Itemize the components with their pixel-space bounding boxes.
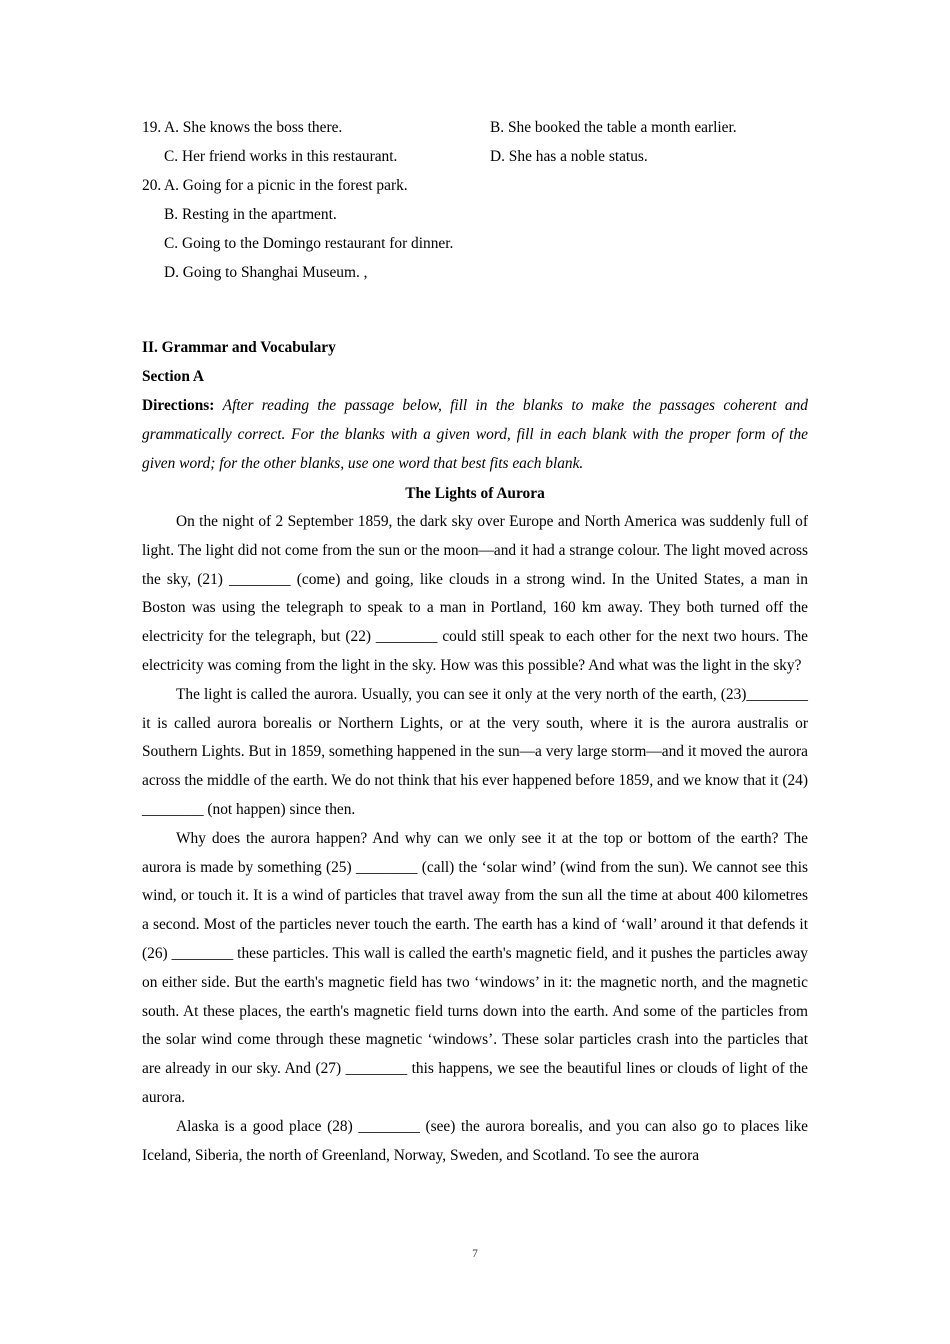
passage-paragraph-1: On the night of 2 September 1859, the dark sky over Europe and North America was suddenly full of light. The light did not come from the sun or the moon—and it had a strange colour. The light moved across the sky, (21) ________ (come) and going, like clouds in a strong wind. In the United States, a man in Boston was using the telegraph to speak to a man in Portland, 160 km away. They both turned off the electricity for the telegraph, but (22) ________ could still speak to each other for the next two hours. The electricity was coming from the light in the sky. How was this possible? And what was the light in the sky? (142, 513, 808, 674)
option-cell (142, 258, 490, 287)
option-19-b[interactable]: B. She booked the table a month earlier. (490, 119, 737, 136)
option-cell (490, 142, 808, 171)
question-number-20: 20. (142, 177, 162, 194)
listening-options-block (142, 113, 808, 287)
question-20-row-2 (142, 200, 808, 229)
option-cell (142, 142, 490, 171)
passage-paragraph-3: Why does the aurora happen? And why can we only see it at the top or bottom of the earth? The aurora is made by something (25) ________ (call) the ‘solar wind’ (wind from the sun). We cannot see this wind, or touch it. It is a wind of particles that travel away from the sun all the time at about 400 kilometres a second. Most of the particles never touch the earth. The earth has a kind of ‘wall’ around it that defends it (26) ________ these particles. This wall is called the earth's magnetic field, and it pushes the particles away on either side. But the earth's magnetic field has two ‘windows’ in it: the magnetic north, and the magnetic south. At these places, the earth's magnetic field turns down into the earth. And some of the particles from the solar wind come through these magnetic ‘windows’. These solar particles crash into the particles that are already in our sky. And (27) ________ this happens, we see the beautiful lines or clouds of light of the aurora. (142, 829, 808, 1106)
option-19-d[interactable]: D. She has a noble status. (490, 148, 648, 165)
part-heading: II. Grammar and Vocabulary (142, 339, 336, 356)
question-19-row-2 (142, 142, 808, 171)
option-20-b[interactable]: B. Resting in the apartment. (164, 206, 337, 223)
question-number-19: 19. (142, 119, 162, 136)
passage-paragraph-2: The light is called the aurora. Usually, you can see it only at the very north of the earth, (23)________ it is called aurora borealis or Northern Lights, or at the very south, where it is the aurora australis or Southern Lights. But in 1859, something happened in the sun—a very large storm—and it moved the aurora across the middle of the earth. We do not think that his ever happened before 1859, and we know that it (24) ________ (not happen) since then. (142, 685, 808, 818)
option-20-a[interactable]: A. Going for a picnic in the forest park. (164, 177, 408, 194)
option-cell (142, 113, 490, 142)
question-20-row-3 (142, 229, 808, 258)
option-cell (490, 113, 808, 142)
passage-paragraph-4: Alaska is a good place (28) ________ (see) the aurora borealis, and you can also go to places like Iceland, Siberia, the north of Greenland, Norway, Sweden, and Scotland. To see the aurora (142, 1117, 808, 1164)
option-cell (142, 229, 490, 258)
option-19-a[interactable]: A. She knows the boss there. (164, 119, 343, 136)
directions-paragraph (142, 391, 808, 478)
option-20-c[interactable]: C. Going to the Domingo restaurant for dinner. (164, 235, 454, 252)
option-cell (142, 200, 490, 229)
option-20-d[interactable]: D. Going to Shanghai Museum. , (164, 264, 368, 281)
question-19-row-1 (142, 113, 808, 142)
directions-text: After reading the passage below, fill in the blanks to make the passages coherent and grammatically correct. For the blanks with a given word, fill in each blank with the proper form of the given word; for the other blanks, use one word that best fits each blank. (142, 397, 808, 472)
section-spacer (142, 287, 808, 333)
question-20-row-1 (142, 171, 808, 200)
page-content (142, 113, 808, 1170)
directions-label: Directions: (142, 397, 223, 414)
option-cell (142, 171, 490, 200)
option-19-c[interactable]: C. Her friend works in this restaurant. (164, 148, 398, 165)
question-20-row-4 (142, 258, 808, 287)
passage-title: The Lights of Aurora (405, 485, 545, 502)
page-number: 7 (472, 1248, 478, 1260)
section-heading: Section A (142, 368, 204, 385)
